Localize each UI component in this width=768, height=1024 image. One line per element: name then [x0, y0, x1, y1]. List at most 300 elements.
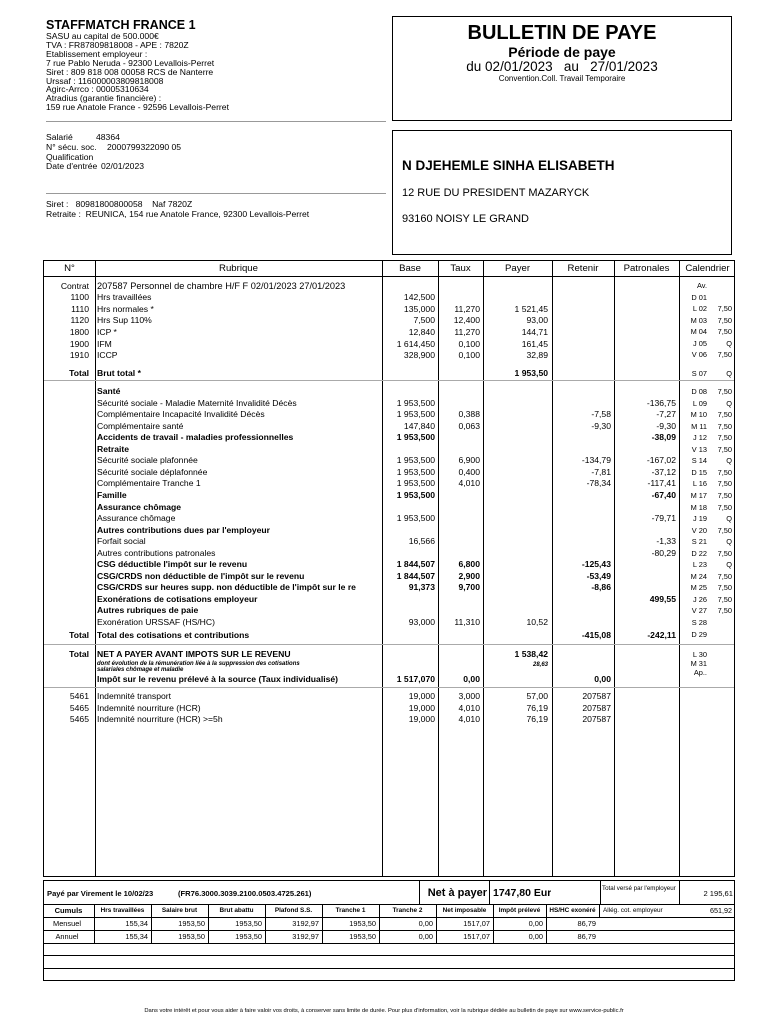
calendar-day-hours: Q	[726, 368, 732, 378]
cell-r: Complémentaire Incapacité Invalidité Décès	[97, 409, 265, 420]
table-row	[44, 594, 736, 606]
calendar-day-label: M 03	[690, 315, 707, 325]
table-row	[44, 386, 736, 398]
calendar-day-label: V 27	[691, 606, 707, 616]
cell-base: 1 953,500	[396, 397, 435, 408]
cell-taux: 11,270	[454, 303, 480, 314]
table-row	[44, 478, 736, 490]
table-row	[44, 502, 736, 514]
calendar-day-label: M 31	[690, 659, 707, 668]
calendar-day	[679, 617, 736, 629]
cumuls-value: 3192,97	[292, 919, 319, 928]
calendar-day-label: M 25	[690, 583, 707, 593]
cumuls-value: 0,00	[418, 919, 433, 928]
cell-pat: -1,33	[656, 536, 676, 547]
cell-r: Famille	[97, 489, 127, 500]
cell-taux: 0,100	[458, 338, 480, 349]
calendar-day-label: Ap..	[693, 668, 707, 677]
table-row	[44, 444, 736, 456]
calendar-day-label: S 21	[691, 537, 707, 547]
calendar-day-hours: Q	[726, 560, 732, 570]
cell-taux: 6,900	[458, 455, 480, 466]
cell-taux: 6,800	[458, 559, 480, 570]
cell-r: Indemnité nourriture (HCR)	[97, 702, 201, 713]
employer-name: STAFFMATCH FRANCE 1	[46, 18, 196, 32]
cell-r: Indemnité nourriture (HCR) >=5h	[97, 714, 223, 725]
cumuls-hline	[43, 955, 735, 956]
calendar-day-hours: 7,50	[717, 490, 732, 500]
calendar-day-label: S 07	[691, 368, 707, 378]
calendar-day-label: M 04	[690, 327, 707, 337]
employer-line: Etablissement employeur :	[46, 48, 148, 59]
cell-base: 12,840	[408, 326, 435, 337]
col-header-num: N°	[64, 263, 75, 274]
total-verse-value: 2 195,61	[703, 889, 733, 898]
cell-r: Sécurité sociale plafonnée	[97, 455, 198, 466]
employer-line: Urssaf : 116000003809818008	[46, 75, 164, 86]
calendar-day-hours: 7,50	[717, 502, 732, 512]
cumuls-header: Tranche 2	[392, 907, 423, 914]
cell-r: CSG/CRDS non déductible de l'impôt sur le revenu	[97, 570, 305, 581]
cell-base: 7,500	[413, 315, 435, 326]
table-row	[44, 571, 736, 583]
cell-n: Total	[69, 367, 89, 378]
table-row	[44, 421, 736, 433]
cumuls-value: 155,34	[125, 919, 148, 928]
cell-r: Exonérations de cotisations employeur	[97, 593, 258, 604]
calendar-day	[679, 432, 736, 444]
cell-r: Hrs normales *	[97, 303, 154, 314]
cell-taux: 0,388	[458, 409, 480, 420]
cumuls-vline	[599, 904, 600, 917]
cumuls-value: 3192,97	[292, 932, 319, 941]
calendar-day-hours: 7,50	[717, 327, 732, 337]
cell-pat: -9,30	[656, 420, 676, 431]
entry-date-label: Date d'entrée	[46, 161, 98, 172]
payment-iban: (FR76.3000.3039.2100.0503.4725.261)	[178, 889, 312, 898]
cell-pat: -7,27	[656, 409, 676, 420]
calendar-day-hours: 7,50	[717, 350, 732, 360]
calendar-day-hours: Q	[726, 338, 732, 348]
cell-taux: 9,700	[458, 582, 480, 593]
employer-block	[46, 18, 386, 112]
cell-taux: 0,400	[458, 466, 480, 477]
cell-taux: 2,900	[458, 570, 480, 581]
cell-r: IFM	[97, 338, 112, 349]
calendar-day-hours: 7,50	[717, 387, 732, 396]
calendar-day	[679, 594, 736, 606]
impot-base: 1 517,070	[396, 674, 435, 684]
secu-label: N° sécu. soc.	[46, 141, 97, 152]
cell-pat: -167,02	[646, 455, 676, 466]
cell-payer: 57,00	[526, 691, 548, 701]
calendar-day	[679, 386, 736, 398]
cell-taux: 0,100	[458, 350, 480, 361]
cell-retenir: -7,81	[591, 466, 611, 477]
total-verse-label: Total versé par l'employeur	[602, 885, 676, 892]
col-header-payer: Payer	[504, 263, 531, 274]
cell-r: ICP *	[97, 326, 117, 337]
col-header-calendrier: Calendrier	[685, 263, 730, 274]
cumuls-value: 1517,07	[463, 932, 490, 941]
cell-payer: 76,19	[526, 714, 548, 725]
cumuls-value: 1517,07	[463, 919, 490, 928]
col-header-taux: Taux	[450, 263, 471, 274]
cell-r: Hrs Sup 110%	[97, 315, 152, 326]
calendar-day-hours: Q	[726, 537, 732, 547]
cell-r: Complémentaire Tranche 1	[97, 478, 201, 489]
cumuls-value: 86,79	[577, 919, 596, 928]
cell-r: Autres rubriques de paie	[97, 605, 199, 616]
cumuls-value: 0,00	[528, 919, 543, 928]
employer-line: Atradius (garantie financière) :	[46, 93, 162, 104]
cell-r: Hrs travaillées	[97, 292, 152, 303]
cumuls-value: 1953,50	[178, 932, 205, 941]
cell-taux: 4,010	[458, 714, 480, 725]
pay-table	[43, 260, 735, 877]
recipient-name: N DJEHEMLE SINHA ELISABETH	[402, 158, 615, 173]
net-label: NET A PAYER AVANT IMPOTS SUR LE REVENU	[97, 649, 291, 659]
calendar-day	[679, 513, 736, 525]
cell-base: 1 953,500	[396, 432, 435, 443]
net-sub-value: 28,63	[532, 662, 548, 668]
cell-payer: 32,89	[526, 350, 548, 361]
calendar-day-label: J 05	[693, 338, 707, 348]
cell-pat: -136,75	[646, 397, 676, 408]
cell-r: Assurance chômage	[97, 513, 176, 524]
calendar-day	[679, 536, 736, 548]
calendar-day-hours: 7,50	[717, 583, 732, 593]
calendar-day-label: M 11	[691, 421, 707, 431]
cell-r: ICCP	[97, 350, 118, 361]
calendar-day	[679, 455, 736, 467]
cell-base: 1 953,500	[396, 455, 435, 466]
col-header-rubrique: Rubrique	[219, 263, 258, 274]
cell-n: 1120	[70, 315, 89, 326]
period-label: Période de paye	[508, 44, 616, 60]
cell-base: 1 844,507	[396, 570, 435, 581]
net-total-label: Total	[69, 649, 89, 659]
employer-line: 7 rue Pablo Neruda - 92300 Levallois-Perret	[46, 57, 215, 68]
table-row	[44, 582, 736, 594]
cumuls-value: 1953,50	[178, 919, 205, 928]
cell-pat: -242,11	[647, 629, 676, 640]
indemnite-row	[44, 691, 736, 703]
cell-base: 19,000	[408, 691, 435, 701]
cell-pat: -37,12	[651, 466, 676, 477]
calendar-day	[679, 303, 736, 315]
secu-value: 2000799322090 05	[107, 141, 182, 152]
table-row	[44, 455, 736, 467]
table-row	[44, 304, 736, 316]
calendar-day	[679, 478, 736, 490]
calendar-day	[679, 502, 736, 514]
calendar-day-hours: 7,50	[717, 315, 732, 325]
calendar-day-hours: 7,50	[717, 594, 732, 604]
table-row	[44, 630, 736, 642]
cell-retenir: -8,86	[591, 582, 611, 593]
cell-base: 1 953,500	[396, 478, 435, 489]
col-header-base: Base	[399, 263, 421, 274]
calendar-day	[679, 525, 736, 537]
document-title: BULLETIN DE PAYE	[467, 22, 657, 44]
cell-base: 1 953,500	[396, 513, 435, 524]
table-row	[44, 327, 736, 339]
retraite-line: Retraite : REUNICA, 154 rue Anatole France, 92300 Levallois-Perret	[46, 209, 310, 219]
cumuls-value: 1953,50	[349, 919, 376, 928]
period-dates: du 02/01/2023 au 27/01/2023	[466, 59, 658, 74]
cumuls-header: Net imposable	[442, 907, 487, 914]
cell-taux: 4,010	[458, 702, 480, 713]
cell-r: Autres contributions dues par l'employeur	[97, 524, 270, 535]
net-row	[44, 649, 736, 661]
cell-r: Accidents de travail - maladies professionnelles	[97, 432, 294, 443]
cumuls-value: 1953,50	[235, 932, 262, 941]
cell-base: 142,500	[403, 292, 435, 303]
cell-base: 1 953,500	[396, 489, 435, 500]
table-row	[44, 513, 736, 525]
table-row	[44, 315, 736, 327]
calendar-day-label: S 14	[691, 456, 707, 466]
calendar-day	[679, 398, 736, 410]
cumuls-value: 1953,50	[349, 932, 376, 941]
table-row	[44, 350, 736, 362]
cell-taux: 4,010	[458, 478, 480, 489]
cumuls-label: Cumuls	[54, 906, 83, 915]
impot-retenir: 0,00	[594, 674, 611, 684]
cell-payer: 93,00	[526, 315, 548, 326]
cell-r: CSG/CRDS sur heures supp. non déductible de l'impôt sur le re	[97, 582, 356, 593]
calendar-day	[679, 326, 736, 338]
calendar-day-label: M 10	[690, 410, 707, 420]
cell-retenir: 207587	[582, 714, 611, 725]
cell-r: Sécurité sociale - Maladie Maternité Invalidité Décès	[97, 397, 297, 408]
cumuls-header: Brut abattu	[219, 907, 254, 914]
cell-r: Forfait social	[97, 536, 146, 547]
cell-pat: -80,29	[651, 547, 676, 558]
siret-line: Siret : 80981800800058 Naf 7820Z	[46, 199, 193, 209]
calendar-day	[679, 629, 736, 641]
cumuls-value: 155,34	[125, 932, 148, 941]
alleg-value: 651,92	[710, 906, 732, 915]
calendar-day-label: D 29	[691, 629, 707, 639]
cell-base: 19,000	[408, 702, 435, 713]
divider	[46, 193, 386, 194]
calendar-day	[679, 559, 736, 571]
cumuls-value: 1953,50	[235, 919, 262, 928]
cell-retenir: 207587	[582, 691, 611, 701]
cell-payer: 76,19	[526, 702, 548, 713]
cell-base: 1 844,507	[396, 559, 435, 570]
cell-taux: 11,270	[454, 326, 480, 337]
cell-payer: 144,71	[521, 326, 548, 337]
calendar-day-label: Av.	[697, 281, 707, 290]
calendar-day-hours: Q	[726, 514, 732, 524]
cumuls-header: Hrs travaillées	[100, 907, 145, 914]
cell-n: 5461	[69, 691, 89, 701]
calendar-day-hours: 7,50	[717, 467, 732, 477]
calendar-day	[679, 409, 736, 421]
divider	[46, 121, 386, 122]
employer-line: Agirc-Arrco : 00005310634	[46, 84, 149, 95]
table-row	[44, 339, 736, 351]
cell-retenir: 207587	[582, 702, 611, 713]
calendar-day	[679, 292, 736, 304]
calendar-day-hours: 7,50	[717, 304, 732, 314]
net-value: 1 538,42	[514, 649, 548, 659]
cell-retenir: -125,43	[581, 559, 611, 570]
table-row	[44, 490, 736, 502]
table-row	[44, 398, 736, 410]
cell-r: Total des cotisations et contributions	[97, 629, 250, 640]
cell-n: 1800	[69, 326, 89, 337]
recipient-address	[392, 130, 732, 255]
calendar-day-label: V 20	[691, 525, 707, 535]
calendar-day-hours: 7,50	[717, 479, 732, 489]
col-header-retenir: Retenir	[567, 263, 599, 274]
alleg-label: Allég. cot. employeur	[603, 907, 663, 914]
calendar-day-hours: 7,50	[717, 421, 732, 431]
qualification-label: Qualification	[46, 151, 94, 162]
cell-n: 5465	[69, 702, 89, 713]
col-header-patronales: Patronales	[623, 263, 670, 274]
cell-r: 207587 Personnel de chambre H/F F 02/01/2023 27/01/2023	[97, 280, 346, 291]
net-sub-1: dont évolution de la rémunération liée à la suppression des cotisations	[97, 661, 300, 667]
net-a-payer-value: 1747,80 Eur	[493, 887, 552, 899]
calendar-day-hours: 7,50	[717, 571, 732, 581]
employer-line: TVA : FR87809818008 - APE : 7820Z	[46, 39, 189, 50]
calendar-day	[679, 548, 736, 560]
cell-retenir: -7,58	[591, 409, 611, 420]
calendar-day-label: M 17	[690, 490, 707, 500]
cell-base: 93,000	[408, 617, 435, 627]
calendar-day	[679, 315, 736, 327]
recipient-street: 12 RUE DU PRESIDENT MAZARYCK	[402, 187, 590, 199]
cell-base: 19,000	[408, 714, 435, 725]
calendar-day-label: J 19	[693, 514, 707, 524]
cell-pat: -67,40	[651, 489, 676, 500]
cell-taux: 12,400	[453, 315, 480, 326]
cell-retenir: -78,34	[586, 478, 611, 489]
cell-r: Exonération URSSAF (HS/HC)	[97, 617, 215, 627]
cumuls-value: 0,00	[418, 932, 433, 941]
cumuls-table	[43, 904, 735, 981]
table-row	[44, 432, 736, 444]
calendar-day-hours: 7,50	[717, 444, 732, 454]
cumuls-value: 86,79	[577, 932, 596, 941]
cell-taux: 11,310	[454, 617, 480, 627]
cell-r: Retraite	[97, 443, 129, 454]
impot-row	[44, 674, 736, 686]
calendar-day-label: L 23	[692, 560, 707, 570]
cumuls-header: Salaire brut	[161, 907, 198, 914]
cell-n: 1100	[70, 292, 89, 303]
calendar-day-label: M 24	[690, 571, 707, 581]
calendar-day	[679, 490, 736, 502]
cumuls-row-label: Mensuel	[53, 919, 81, 928]
cell-n: 1910	[69, 350, 89, 361]
cell-taux: 0,063	[458, 420, 480, 431]
employer-line: SASU au capital de 500.000€	[46, 31, 159, 41]
calendar-day	[679, 582, 736, 594]
cell-retenir: -134,79	[581, 455, 611, 466]
calendar-day	[679, 444, 736, 456]
calendar-day-hours: 7,50	[717, 548, 732, 558]
footnote: Dans votre intérêt et pour vous aider à faire valoir vos droits, à conserver sans limite de durée. Pour plus d'information, voir la rubrique dédiée au bulletin de paye sur www.service-public.fr	[144, 1008, 624, 1014]
calendar-day	[679, 467, 736, 479]
siret-info	[46, 199, 386, 219]
employee-info	[46, 133, 386, 172]
calendar-day	[679, 368, 736, 380]
calendar-day-label: L 16	[692, 479, 707, 489]
calendar-day	[679, 338, 736, 350]
cell-r: Brut total *	[97, 367, 141, 378]
net-a-payer-label: Net à payer	[427, 887, 487, 899]
cell-r: CSG déductible l'impôt sur le revenu	[97, 559, 248, 570]
calendar-day	[679, 605, 736, 617]
table-row	[44, 617, 736, 629]
cell-payer: 161,45	[521, 338, 548, 349]
calendar-day-label: D 22	[691, 548, 707, 558]
payment-row	[43, 880, 735, 905]
cumuls-header: Plafond S.S.	[274, 907, 313, 914]
cell-base: 1 614,450	[396, 338, 435, 349]
cell-base: 147,840	[403, 420, 435, 431]
table-row	[44, 548, 736, 560]
calendar-day-hours: Q	[726, 398, 732, 408]
cell-pat: 499,55	[649, 593, 676, 604]
cell-base: 91,373	[408, 582, 435, 593]
table-row	[44, 525, 736, 537]
cell-taux: 3,000	[458, 691, 480, 701]
cumuls-header: Impôt prélevé	[498, 907, 541, 914]
cell-r: Assurance chômage	[97, 501, 182, 512]
net-sub-2: salariales chômage et maladie	[97, 667, 184, 673]
table-row	[44, 409, 736, 421]
cell-r: Santé	[97, 386, 121, 396]
calendar-day	[679, 421, 736, 433]
table-row	[44, 368, 736, 380]
calendar-day-hours: 7,50	[717, 410, 732, 420]
cell-base: 1 953,500	[396, 466, 435, 477]
indemnite-row	[44, 703, 736, 715]
cell-base: 135,000	[403, 303, 435, 314]
cell-base: 1 953,500	[396, 409, 435, 420]
calendar-day	[679, 349, 736, 361]
table-row	[44, 559, 736, 571]
calendar-day-label: L 30	[692, 650, 707, 659]
cumuls-header: Tranche 1	[335, 907, 366, 914]
cumuls-row-label: Annuel	[55, 932, 79, 941]
cell-pat: -79,71	[651, 513, 676, 524]
payslip-header	[392, 16, 732, 121]
employer-line: Siret : 809 818 008 00058 RCS de Nanterre	[46, 66, 214, 77]
cell-base: 328,900	[403, 350, 435, 361]
salarie-label: Salarié	[46, 132, 73, 142]
calendar-day-hours: 7,50	[717, 525, 732, 535]
calendar-day-label: V 06	[691, 350, 707, 360]
cell-r: Complémentaire santé	[97, 420, 184, 431]
cell-retenir: -53,49	[586, 570, 611, 581]
cell-base: 16,566	[408, 536, 435, 547]
cell-n: 5465	[69, 714, 89, 725]
calendar-day-label: L 02	[692, 304, 707, 314]
cell-r: Indemnité transport	[97, 691, 172, 701]
table-row	[44, 605, 736, 617]
cell-pat: -38,09	[651, 432, 676, 443]
cumuls-value: 0,00	[528, 932, 543, 941]
calendar-day	[679, 280, 736, 292]
